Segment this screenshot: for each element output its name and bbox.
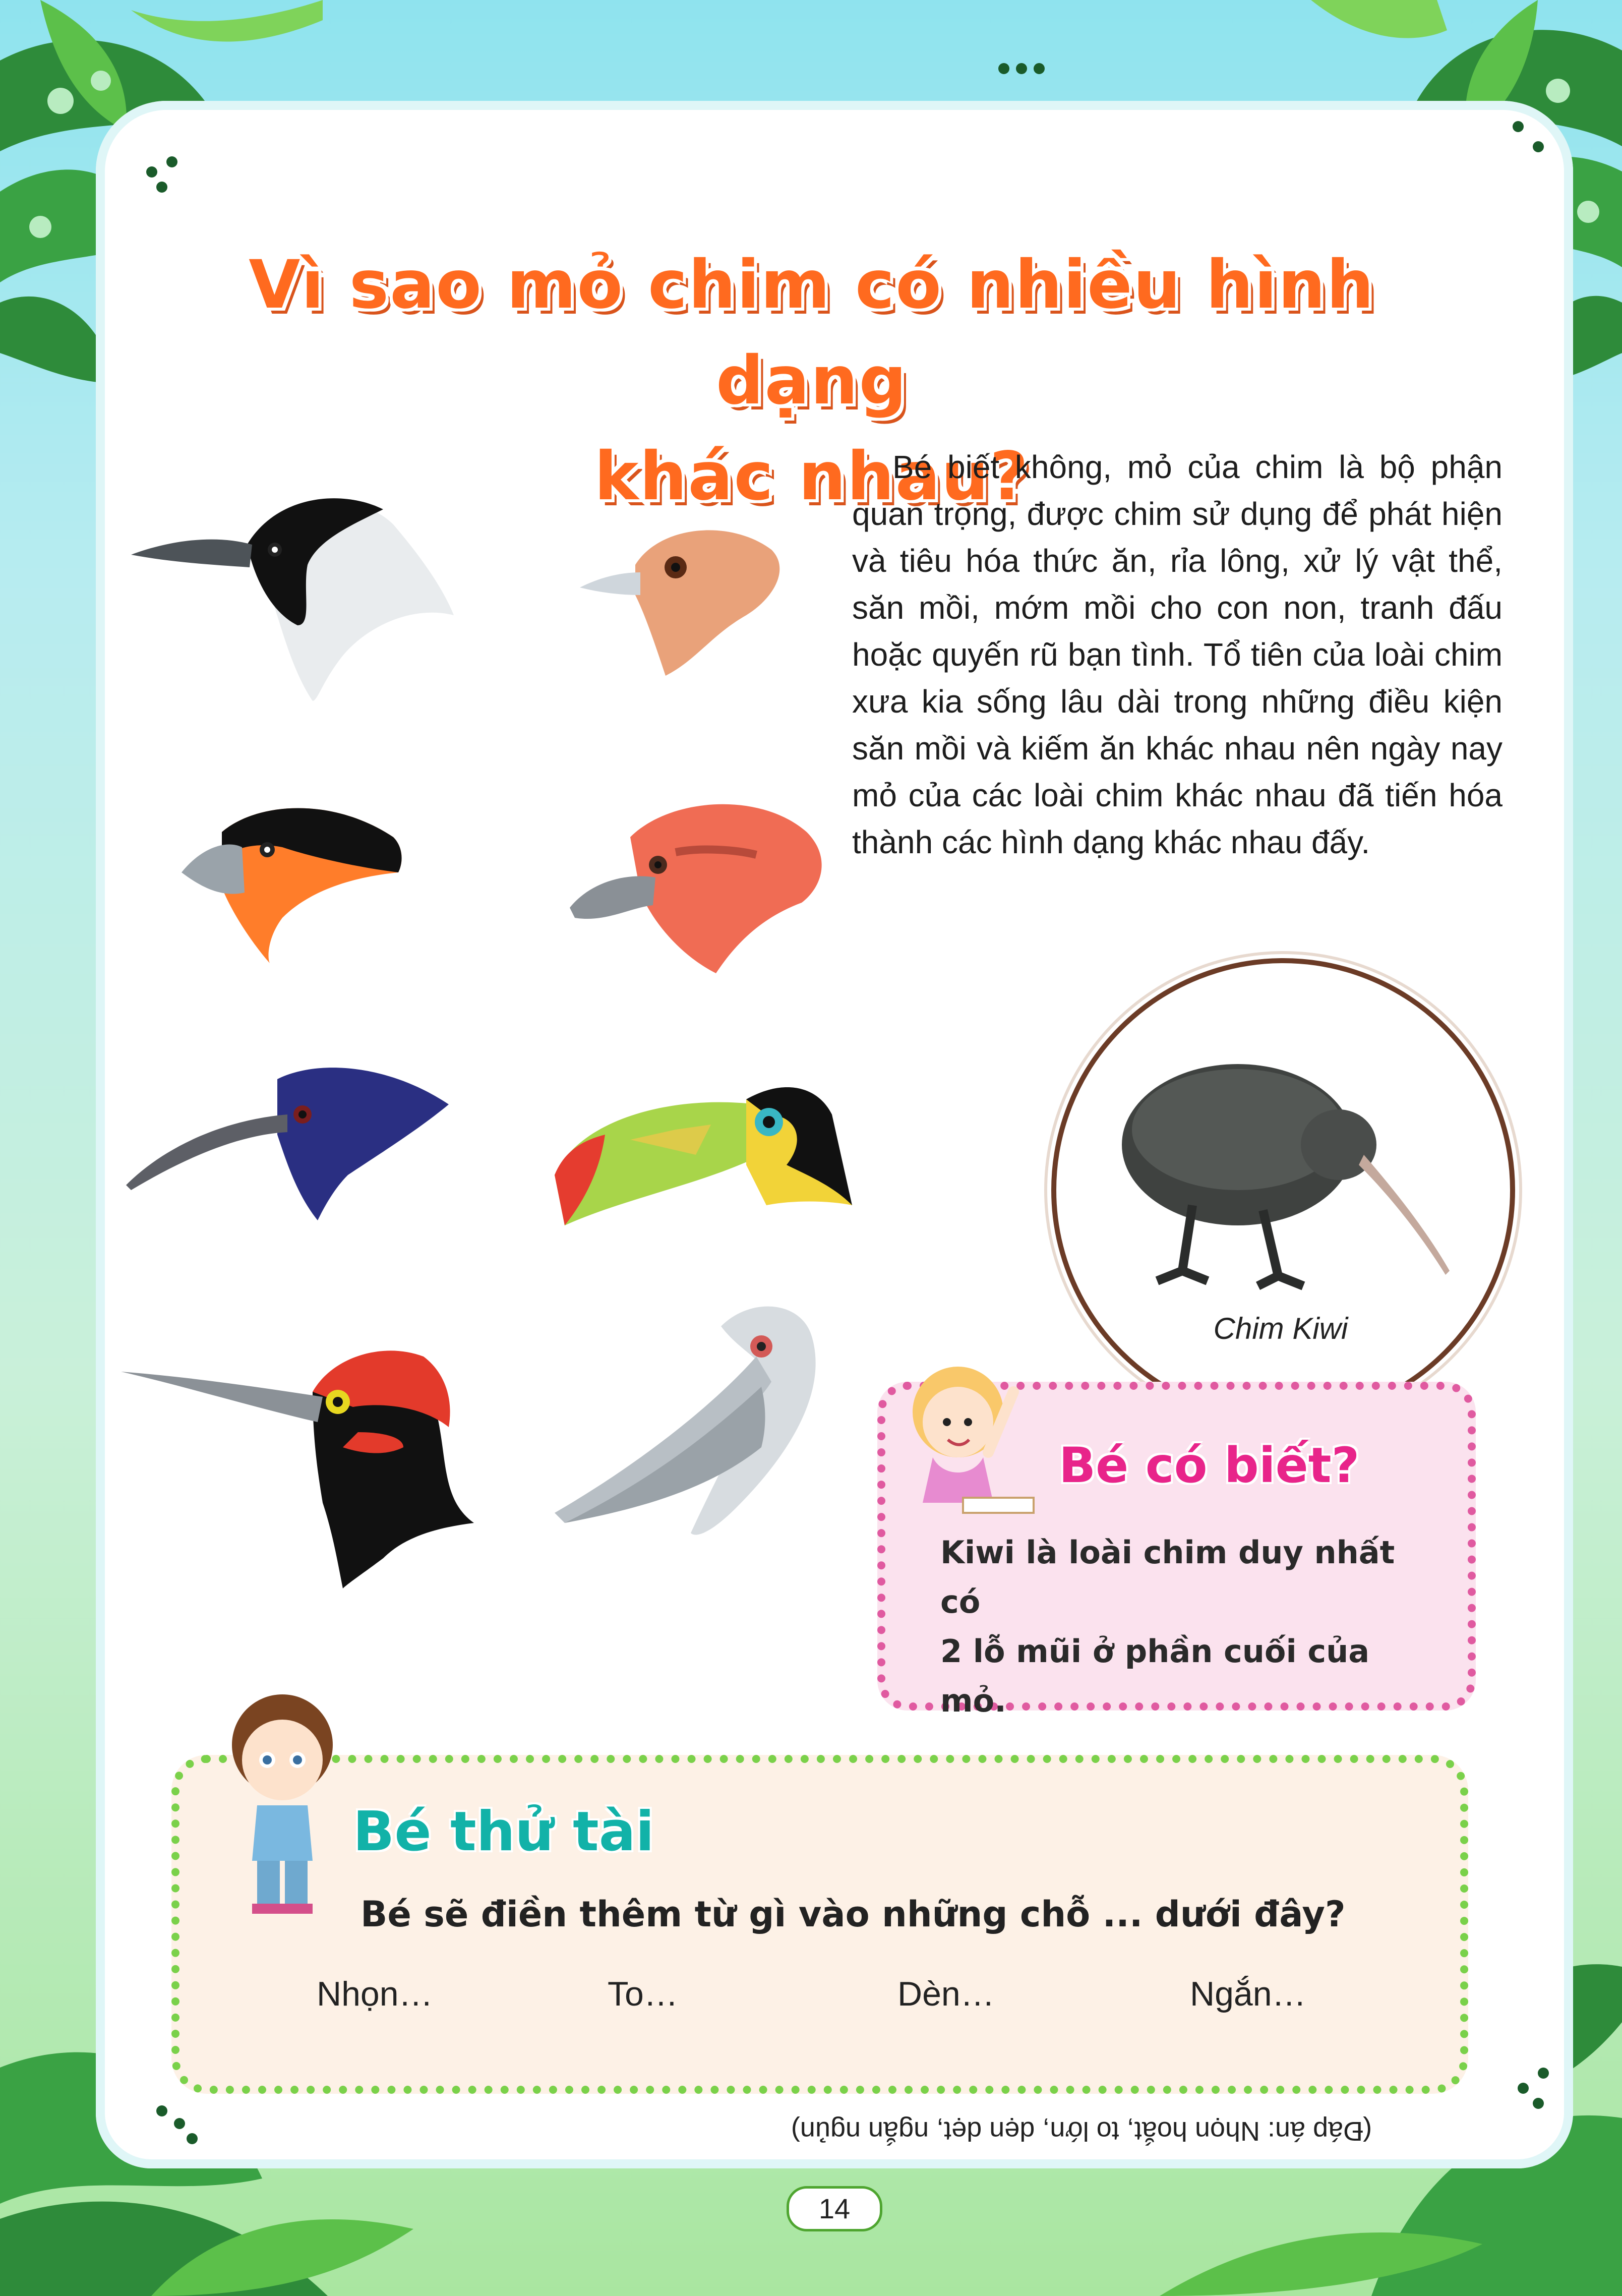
honeyeater-head-illustration — [126, 1059, 459, 1230]
kiwi-caption: Chim Kiwi — [1213, 1312, 1348, 1345]
quiz-title: Bé thử tài — [353, 1800, 654, 1863]
quiz-question: Bé sẽ điền thêm từ gì vào những chỗ ... dưới đây? — [361, 1894, 1346, 1935]
did-you-know-line-1: Kiwi là loài chim duy nhất có — [940, 1534, 1395, 1620]
woodpecker-head-illustration — [121, 1331, 484, 1594]
title-line-2: khác nhau? — [594, 438, 1030, 515]
bullfinch-head-illustration — [182, 792, 418, 968]
kiwi-bird-illustration — [1056, 963, 1510, 1417]
sparrow-head-illustration — [580, 514, 792, 681]
intro-paragraph: Bé biết không, mỏ của chim là bộ phận quan trọng, được chim sử dụng để phát hiện và tiêu hóa thức ăn, rỉa lông, xử lý vật thể, săn mồi, mớm mồi cho con non, tranh đấu hoặc quyến rũ bạn tình. Tổ tiên của loài chim xưa kia sống lâu dài trong những điều kiện săn mồi và kiếm ăn khác nhau nên ngày nay mỏ của các loài chim khác nhau đã tiến hóa thành các hình dạng khác nhau đấy. — [852, 449, 1503, 860]
kiwi-photo-frame — [1051, 958, 1515, 1422]
quiz-word-3: Dèn… — [897, 1975, 995, 2013]
did-you-know-text — [940, 1528, 1434, 1726]
title-line-1: Vì sao mỏ chim có nhiều hình dạng — [249, 246, 1375, 420]
quiz-word-1: Nhọn… — [317, 1975, 433, 2013]
toucan-head-illustration — [545, 1074, 857, 1235]
quiz-word-2: To… — [608, 1975, 678, 2013]
pelican-head-illustration — [545, 1296, 827, 1538]
boy-thinking-illustration — [212, 1684, 353, 1916]
did-you-know-line-2: 2 lỗ mũi ở phần cuối của mỏ. — [940, 1633, 1370, 1719]
crossbill-head-illustration — [570, 792, 832, 973]
page-number: 14 — [787, 2186, 882, 2231]
quiz-word-4: Ngắn… — [1190, 1975, 1306, 2013]
quiz-answer-upside-down: (Đáp án: Nhọn hoắt, to lớn, dẹn dẹt, ngắn ngủn) — [791, 2116, 1372, 2146]
did-you-know-title: Bé có biết? — [1059, 1437, 1360, 1494]
magpie-head-illustration — [131, 479, 464, 706]
girl-thinking-illustration — [887, 1351, 1054, 1518]
